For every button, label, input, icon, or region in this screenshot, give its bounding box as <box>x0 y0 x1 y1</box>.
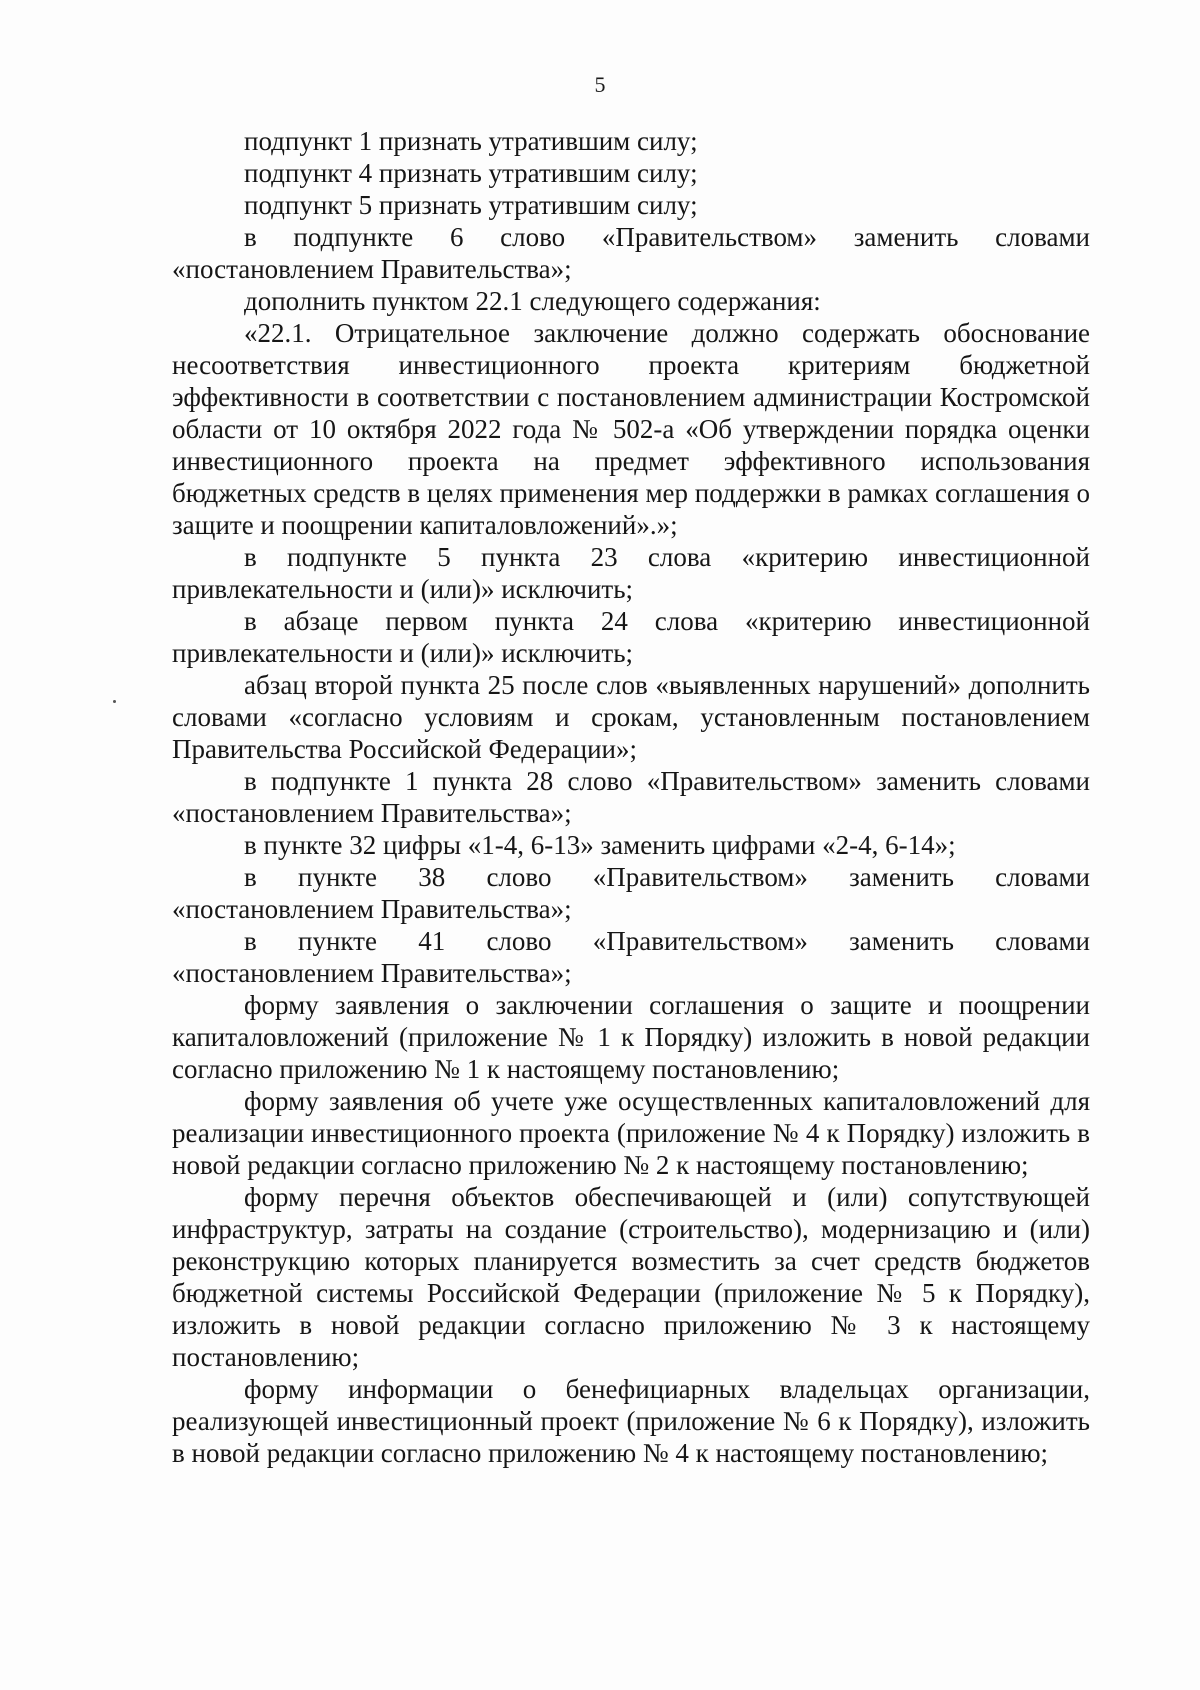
scan-speck <box>113 700 116 703</box>
page-number: 5 <box>594 72 606 97</box>
paragraph: форму перечня объектов обеспечивающей и (или) сопутствующей инфраструктур, затраты на создание (строительство), модернизацию и (или) реконструкцию которых планируется возместить за счет средств бюджетов бюджетной системы Российской Федерации (приложение № 5 к Порядку), изложить в новой редакции согласно приложению № 3 к настоящему постановлению; <box>172 1182 1090 1372</box>
paragraph: подпункт 4 признать утратившим силу; <box>244 158 698 188</box>
paragraph: в подпункте 1 пункта 28 слово «Правительством» заменить словами «постановлением Правительства»; <box>172 766 1090 828</box>
paragraph: в подпункте 6 слово «Правительством» заменить словами «постановлением Правительства»; <box>172 222 1090 284</box>
paragraph: в пункте 32 цифры «1-4, 6-13» заменить цифрами «2-4, 6-14»; <box>244 830 956 860</box>
paragraph: в подпункте 5 пункта 23 слова «критерию инвестиционной привлекательности и (или)» исключить; <box>172 542 1090 604</box>
paragraph: в пункте 41 слово «Правительством» заменить словами «постановлением Правительства»; <box>172 926 1090 988</box>
document-body <box>172 125 1090 1469</box>
paragraph: форму информации о бенефициарных владельцах организации, реализующей инвестиционный проект (приложение № 6 к Порядку), изложить в новой редакции согласно приложению № 4 к настоящему постановлению; <box>172 1374 1090 1468</box>
paragraph: в абзаце первом пункта 24 слова «критерию инвестиционной привлекательности и (или)» исключить; <box>172 606 1090 668</box>
paragraph: в пункте 38 слово «Правительством» заменить словами «постановлением Правительства»; <box>172 862 1090 924</box>
paragraph: абзац второй пункта 25 после слов «выявленных нарушений» дополнить словами «согласно условиям и срокам, установленным постановлением Правительства Российской Федерации»; <box>172 670 1090 764</box>
paragraph: дополнить пунктом 22.1 следующего содержания: <box>244 286 821 316</box>
paragraph: форму заявления об учете уже осуществленных капиталовложений для реализации инвестиционного проекта (приложение № 4 к Порядку) изложить в новой редакции согласно приложению № 2 к настоящему постановлению; <box>172 1086 1090 1180</box>
paragraph: подпункт 5 признать утратившим силу; <box>244 190 698 220</box>
paragraph: форму заявления о заключении соглашения о защите и поощрении капиталовложений (приложение № 1 к Порядку) изложить в новой редакции согласно приложению № 1 к настоящему постановлению; <box>172 990 1090 1084</box>
paragraph: подпункт 1 признать утратившим силу; <box>244 126 698 156</box>
paragraph: «22.1. Отрицательное заключение должно содержать обоснование несоответствия инвестиционного проекта критериям бюджетной эффективности в соответствии с постановлением администрации Костромской области от 10 октября 2022 года № 502-а «Об утверждении порядка оценки инвестиционного проекта на предмет эффективного использования бюджетных средств в целях применения мер поддержки в рамках соглашения о защите и поощрении капиталовложений».»; <box>172 318 1090 540</box>
